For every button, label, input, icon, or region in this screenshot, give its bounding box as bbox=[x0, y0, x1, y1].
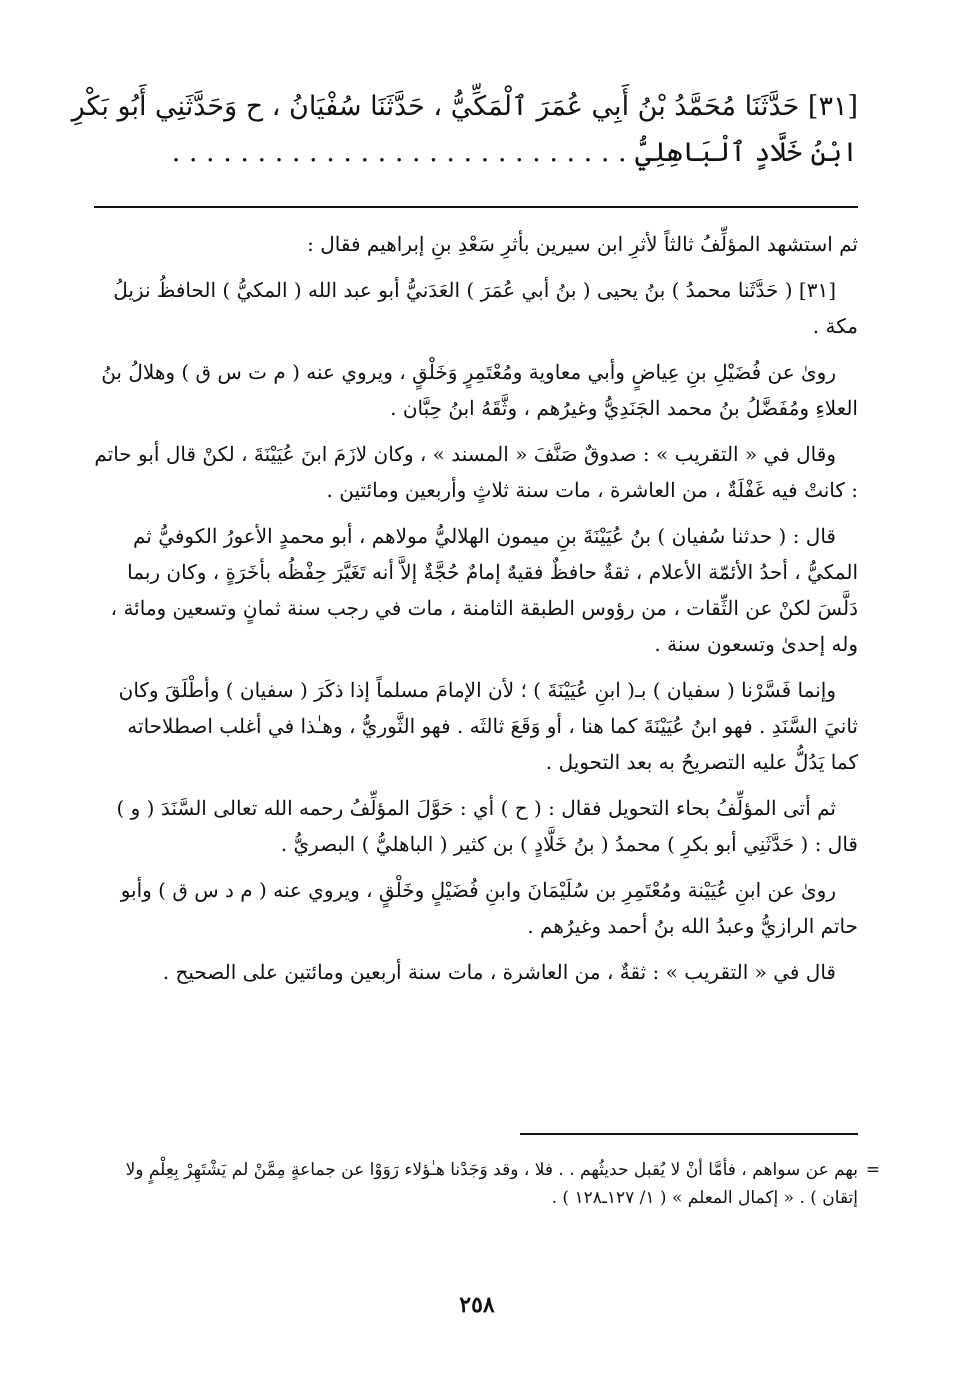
commentary-paragraph: روىٰ عن ابنِ عُيَيْنة ومُعْتَمِرِ بن سُلَيْمَانَ وابنِ فُضَيْلٍ وخَلْقٍ ، ويروي عنه ( م د س ق ) وأبو حاتم الرازيُّ وعبدُ الله بنُ أحمد وغيرُهم . bbox=[120, 878, 858, 938]
commentary-paragraph: قال في « التقريب » : ثقةٌ ، من العاشرة ، مات سنة أربعين ومائتين على الصحيح . bbox=[162, 960, 836, 984]
commentary-paragraph: وقال في « التقريب » : صدوقٌ صَنَّفَ « المسند » ، وكان لازَمَ ابنَ عُيَيْنَةَ ، لكنْ قال أبو حاتم : كانتْ فيه غَفْلَةٌ ، من العاشرة ، مات سنة ثلاثٍ وأربعين ومائتين . bbox=[94, 442, 858, 502]
hadith-line-2: ابْنُ خَلَّادٍ ٱلْبَاهِلِيُّ . . . . . . . . . . . . . . . . . . . . . . . . . . . bbox=[171, 137, 858, 168]
commentary-paragraph: قال : ( حدثنا سُفيان ) بنُ عُيَيْنَةَ بنِ ميمون الهلاليُّ مولاهم ، أبو محمدٍ الأعورُ الكوفيُّ ثم المكيُّ ، أحدُ الأئمّة الأعلام ، ثقةٌ حافظٌ فقيهٌ إمامٌ حُجَّةٌ إلاَّ أنه تَغَيَّرَ حِفْظُه بأخَرَةٍ ، وكان ربما دَلَّسَ لكنْ عن الثِّقات ، من رؤوس الطبقة الثامنة ، مات في رجب سنة ثمانٍ وتسعين ومائة ، وله إحدىٰ وتسعون سنة . bbox=[110, 524, 858, 656]
hadith-text bbox=[71, 84, 858, 176]
commentary-paragraph: ثم أتى المؤلِّفُ بحاء التحويل فقال : ( ح ) أي : حَوَّلَ المؤلِّفُ رحمه الله تعالى السَّنَدَ ( و ) قال : ( حَدَّثَنِي أبو بكرِ ) محمدُ ( بنُ خَلَّادٍ ) بن كثير ( الباهليُّ ) البصريُّ . bbox=[116, 796, 858, 856]
hadith-line-1: [٣١] حَدَّثَنَا مُحَمَّدُ بْنُ أَبِي عُمَرَ ٱلْمَكِّيُّ ، حَدَّثَنَا سُفْيَانُ ، ح وَحَدَّثَنِي أَبُو بَكْرِ bbox=[71, 91, 858, 122]
commentary-paragraph: روىٰ عن فُضَيْلِ بنِ عِياضٍ وأبي معاوية ومُعْتَمِرٍ وَخَلْقٍ ، ويروي عنه ( م ت س ق ) وهلالُ بنُ العلاءِ ومُفَضَّلُ بنُ محمد الجَنَدِيُّ وغيرُهم ، وثَّقَهُ ابنُ حِبَّان . bbox=[101, 360, 858, 420]
commentary-paragraph: [٣١] ( حَدَّثَنا محمدُ ) بنُ يحيى ( بنُ أبي عُمَرَ ) العَدَنيُّ أبو عبد الله ( المكيُّ ) الحافظُ نزيلُ مكة . bbox=[113, 278, 858, 338]
footnote-continuation-marker: = bbox=[865, 1160, 880, 1180]
commentary-paragraph: وإنما فَسَّرْنا ( سفيان ) بـ( ابنِ عُيَيْنَةَ ) ؛ لأن الإمامَ مسلماً إذا ذكَرَ ( سفيان ) وأطْلَقَ وكان ثانيَ السَّنَدِ . فهو ابنُ عُيَيْنَةَ كما هنا ، أو وَقَعَ ثالثَه . فهو الثَّوريُّ ، وهـٰذا في أغلب اصطلاحاته كما يَدُلُّ عليه التصريحُ به بعد التحويل . bbox=[118, 678, 858, 774]
header-divider bbox=[94, 206, 858, 208]
page-number: ٢٥٨ bbox=[459, 1292, 495, 1318]
footnote-text: بهم عن سواهم ، فأمَّا أنْ لا يُقبل حديثُهم . . فلا ، وقد وَجَدْنا هـٰؤلاء رَوَوْا عن جماعةٍ مِمَّنْ لم يَشْتَهِرْ بِعِلْمٍ ولا إتقان ) . « إكمال المعلم » ( ١/ ١٢٧ـ١٢٨ ) . bbox=[125, 1160, 858, 1208]
commentary-paragraph: ثم استشهد المؤلِّفُ ثالثاً لأثرِ ابن سيرين بأثرِ سَعْدِ بنِ إبراهيم فقال : bbox=[307, 232, 858, 256]
footnote bbox=[94, 1156, 880, 1212]
footnote-divider bbox=[520, 1133, 858, 1135]
commentary bbox=[94, 226, 858, 1000]
